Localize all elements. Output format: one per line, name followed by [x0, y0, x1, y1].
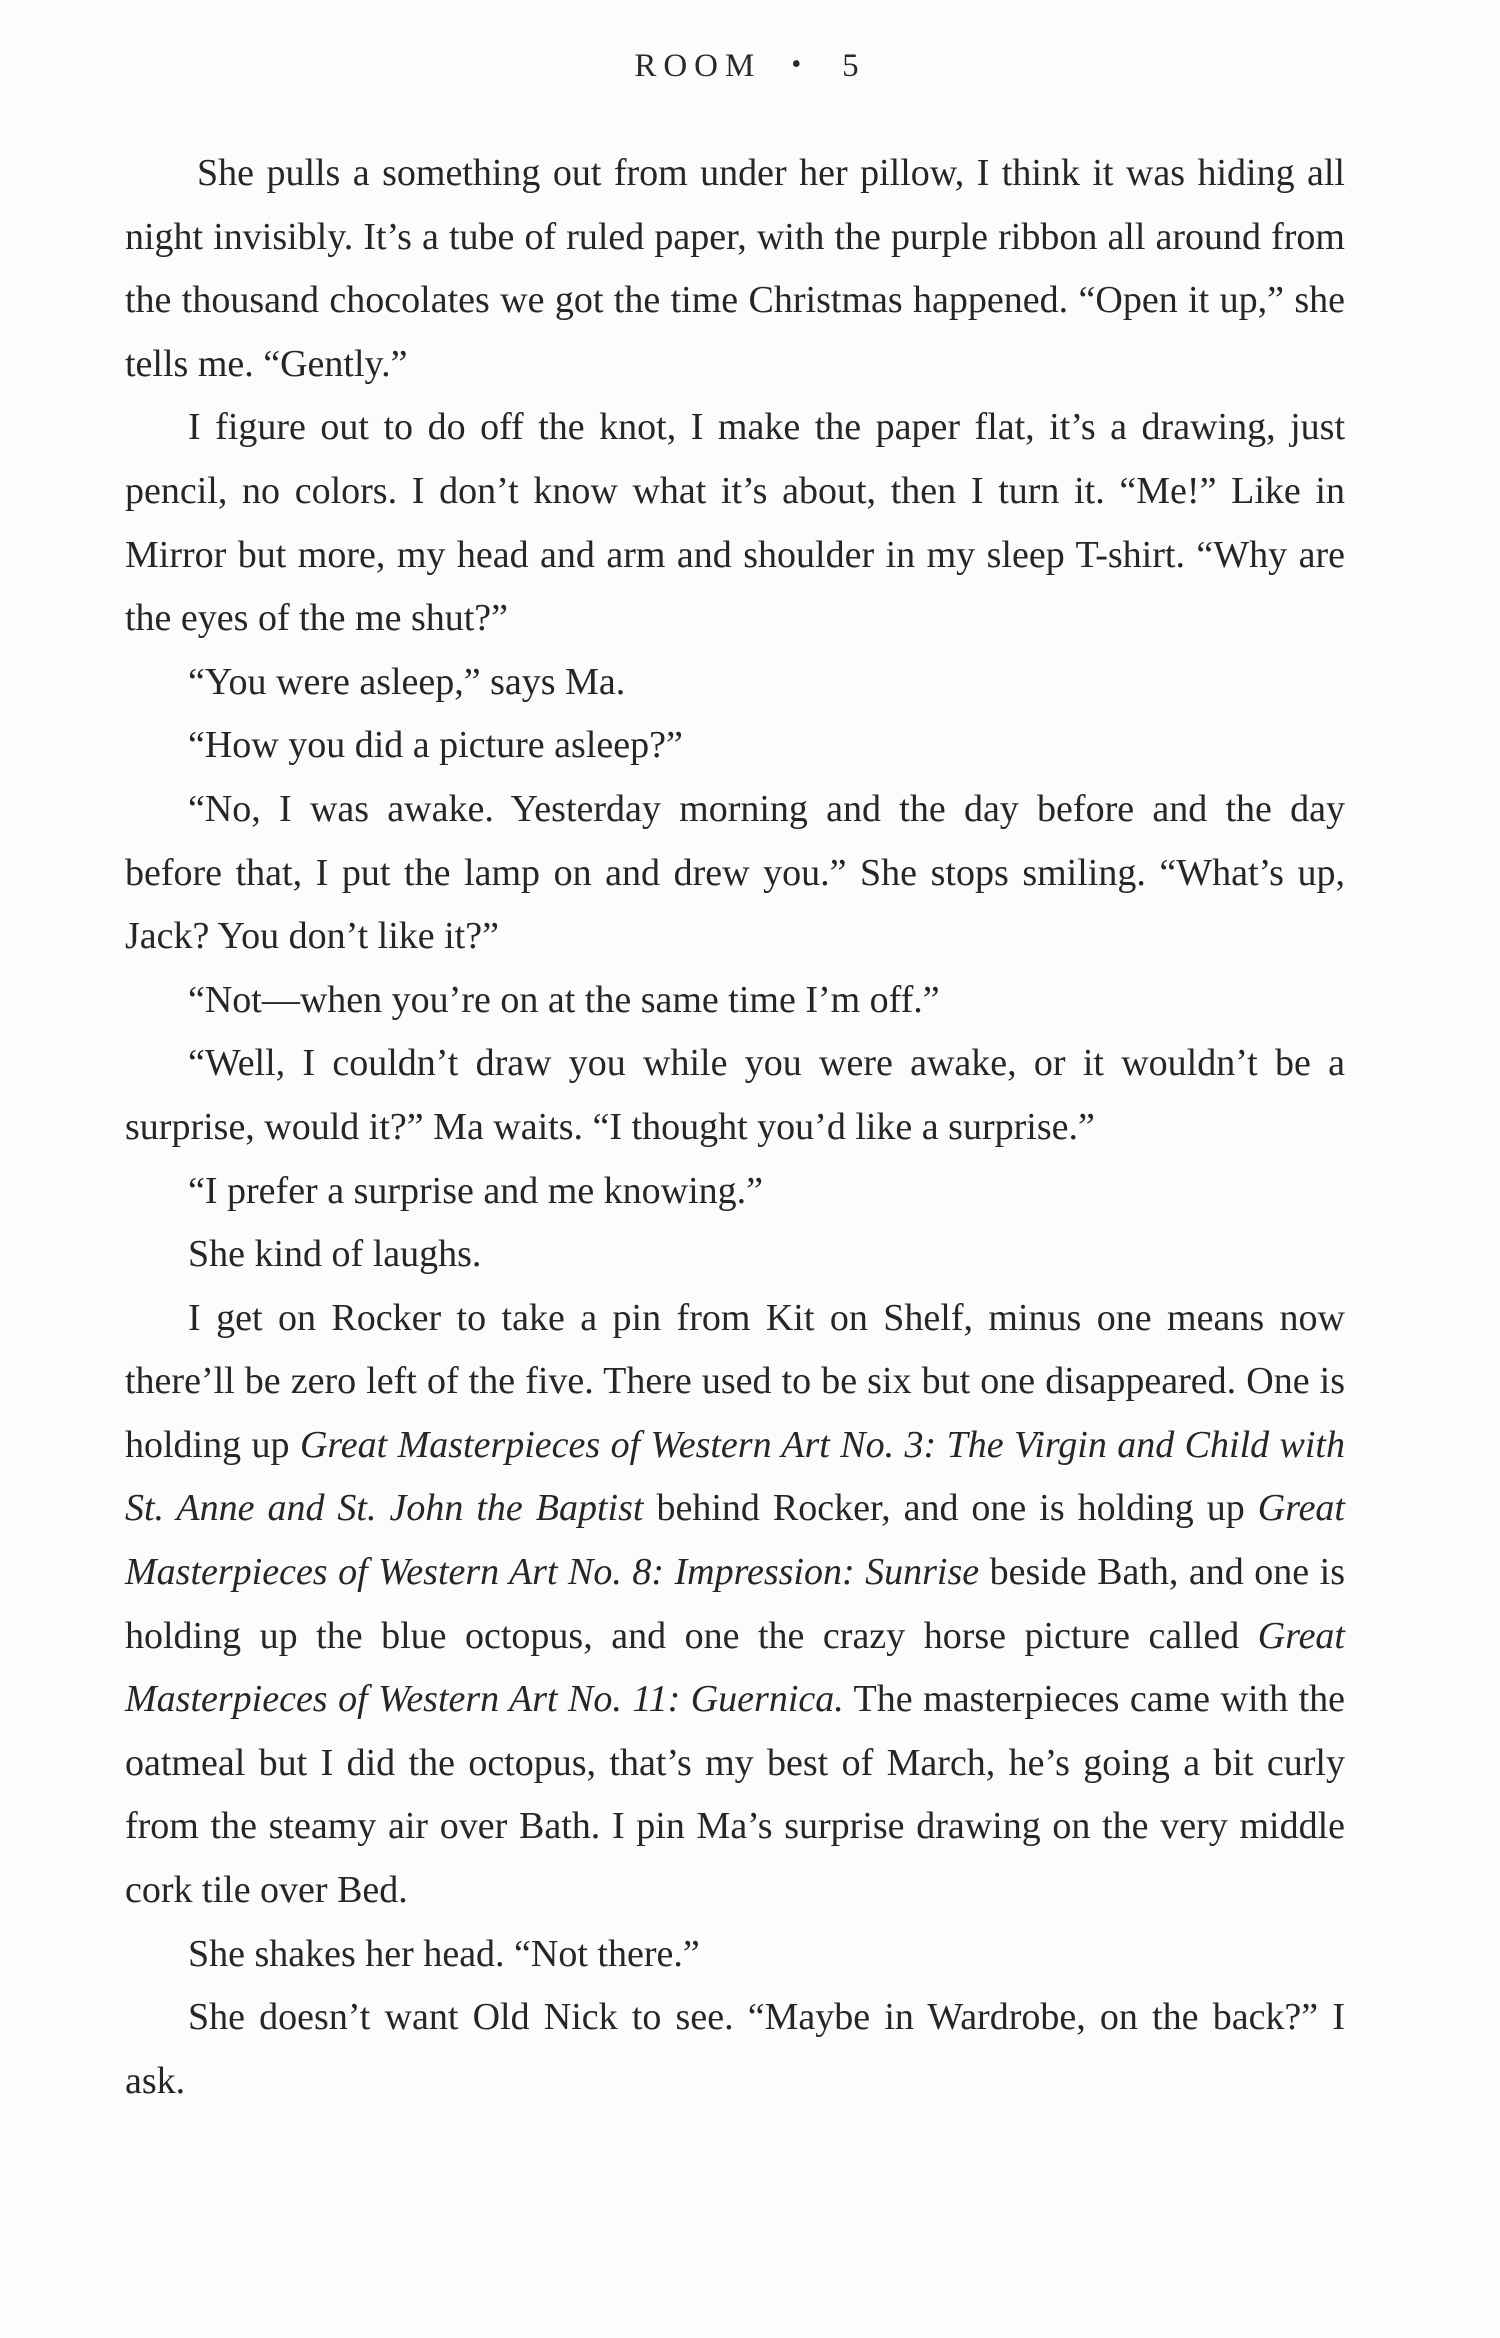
paragraph-4: “How you did a picture asleep?” [188, 724, 683, 767]
paragraph-10-text-d: The masterpieces came with the oatmeal but I did the octopus, that’s my best of March, he’s going a bit curly from the steamy air over Bath. I pin Ma’s surprise drawing on the very middle cork tile over Bed. [125, 1678, 1345, 1912]
running-title: ROOM [634, 48, 762, 84]
paragraph-11: She shakes her head. “Not there.” [188, 1932, 700, 1975]
paragraph-2: I figure out to do off the knot, I make the paper flat, it’s a drawing, just pencil, no colors. I don’t know what it’s about, then I turn it. “Me!” Like in Mirror but more, my head and arm and shoulder in my sleep T-shirt. “Why are the eyes of the me shut?” [125, 406, 1345, 640]
paragraph-3: “You were asleep,” says Ma. [188, 660, 626, 703]
paragraph-9: She kind of laughs. [188, 1233, 482, 1276]
paragraph-6: “Not—when you’re on at the same time I’m off.” [188, 978, 940, 1021]
header-separator: • [791, 49, 809, 80]
paragraph-10-text-c: beside Bath, and one is holding up the blue octopus, and one the crazy horse picture called [125, 1551, 1345, 1657]
artwork-title-impression-sunrise: Great Masterpieces of Western Art No. 8: Impression: Sunrise [125, 1487, 1345, 1594]
paragraph-7: “Well, I couldn’t draw you while you were awake, or it wouldn’t be a surprise, would it?” Ma waits. “I thought you’d like a surprise.” [125, 1042, 1345, 1148]
artwork-title-virgin-and-child: Great Masterpieces of Western Art No. 3: The Virgin and Child with St. Anne and St. John the Baptist [125, 1423, 1345, 1530]
paragraph-12: She doesn’t want Old Nick to see. “Maybe in Wardrobe, on the back?” I ask. [125, 1996, 1345, 2102]
paragraph-1: She pulls a something out from under her pillow, I think it was hiding all night invisibly. It’s a tube of ruled paper, with the purple ribbon all around from the thousand chocolates we got the time Christmas happened. “Open it up,” she tells me. “Gently.” [125, 152, 1345, 385]
artwork-title-guernica: Great Masterpieces of Western Art No. 11: Guernica. [125, 1614, 1345, 1721]
paragraph-5: “No, I was awake. Yesterday morning and the day before and the day before that, I put the lamp on and drew you.” She stops smiling. “What’s up, Jack? You don’t like it?” [125, 787, 1345, 958]
paragraph-10 [125, 1287, 1345, 1923]
running-header [0, 48, 1500, 85]
body-text [125, 142, 1345, 2113]
paragraph-10-text-a: I get on Rocker to take a pin from Kit on Shelf, minus one means now there’ll be zero left of the five. There used to be six but one disappeared. One is holding up [125, 1296, 1345, 1466]
paragraph-8: “I prefer a surprise and me knowing.” [188, 1169, 764, 1212]
paragraph-10-text-b: behind Rocker, and one is holding up [643, 1487, 1258, 1530]
page-number: 5 [842, 48, 866, 84]
